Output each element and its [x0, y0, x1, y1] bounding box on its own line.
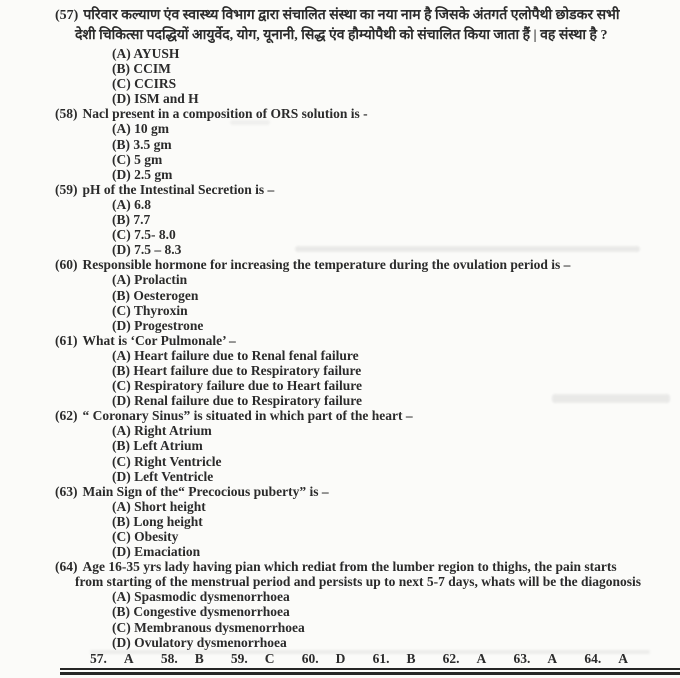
question-line: [55, 6, 680, 26]
answer-letter: A: [618, 650, 628, 666]
answer-letter: C: [264, 650, 275, 666]
question-line: [55, 484, 680, 499]
option-line: (A) Right Atrium: [112, 423, 212, 439]
option-line: (B) Left Atrium: [112, 438, 203, 454]
answer-letter: D: [335, 650, 346, 666]
option-line: (D) 2.5 gm: [112, 166, 173, 182]
question-text: Responsible hormone for increasing the temperature during the ovulation period is –: [82, 257, 571, 273]
option-line: (B) Oesterogen: [112, 287, 199, 303]
answer-letter: A: [547, 650, 558, 666]
question-number: (57): [55, 8, 79, 23]
option-line: (C) CCIRS: [112, 76, 177, 92]
question-number: (63): [55, 483, 78, 499]
option-line: (C) Thyroxin: [112, 302, 188, 318]
question-number: (64): [55, 559, 78, 575]
question-text-continuation: देशी चिकित्सा पदद्धियों आयुर्वेद, योग, यूनानी, सिद्ध एंव हौम्योपैथी को संचालित किया जाता हैं | वह संस्था है ?: [75, 28, 608, 43]
scan-artifact: [90, 650, 650, 654]
option-line: (C) Obesity: [112, 529, 179, 544]
option-line: (D) Left Ventricle: [112, 468, 214, 484]
question-text: “ Coronary Sinus” is situated in which part of the heart –: [82, 408, 413, 424]
scan-artifact: [295, 246, 640, 252]
scan-artifact: [230, 120, 270, 125]
question-block-57: [0, 6, 680, 106]
question-block-62: [0, 408, 680, 483]
question-block-63: [0, 484, 680, 559]
question-text-continuation: from starting of the menstrual period and persists up to next 5-7 days, whats will be the diagonosis: [75, 574, 642, 590]
answer-number: 59.: [230, 650, 248, 666]
question-block-64: [0, 559, 680, 650]
answer-number: 61.: [372, 650, 390, 666]
question-text: Nacl present in a composition of ORS solution is -: [82, 106, 368, 122]
option-line: (B) Heart failure due to Respiratory failure: [112, 362, 362, 378]
option-line: (B) CCIM: [112, 61, 171, 77]
question-number: (59): [55, 181, 78, 197]
answer-letter: B: [406, 650, 416, 666]
option-line: (D) Renal failure due to Respiratory failure: [112, 393, 362, 409]
question-text: Main Sign of the“ Precocious puberty” is –: [82, 483, 329, 499]
option-line: (D) 7.5 – 8.3: [112, 242, 182, 258]
answer-number: 60.: [301, 650, 319, 666]
question-number: (60): [55, 257, 78, 273]
option-line: (C) 7.5- 8.0: [112, 227, 176, 243]
option-line: (B) 7.7: [112, 212, 151, 228]
question-text: pH of the Intestinal Secretion is –: [82, 181, 275, 197]
option-line: (A) AYUSH: [112, 46, 180, 61]
question-text: Age 16-35 yrs lady having pian which rediat from the lumber region to thighs, the pain starts: [82, 559, 617, 575]
answer-number: 62.: [442, 650, 460, 666]
option-line: (C) Membranous dysmenorrhoea: [112, 619, 305, 635]
answer-number: 58.: [160, 650, 178, 666]
option-line: (A) 6.8: [112, 196, 151, 212]
option-line: (D) Emaciation: [112, 544, 201, 560]
option-line: (D) Ovulatory dysmenorrhoea: [112, 634, 287, 650]
option-line: (B) Long height: [112, 513, 203, 529]
question-number: (62): [55, 408, 78, 424]
answer-letter: B: [194, 650, 204, 666]
option-line: (A) Heart failure due to Renal fenal failure: [112, 347, 359, 363]
answer-number: 63.: [513, 650, 531, 666]
question-number: (58): [55, 106, 78, 122]
option-line: (D) ISM and H: [112, 91, 199, 107]
option-line: (C) 5 gm: [112, 151, 163, 167]
question-line: [55, 257, 680, 272]
scan-artifact: [552, 394, 670, 403]
option-line: (A) 10 gm: [112, 121, 169, 137]
option-line: (B) 3.5 gm: [112, 136, 172, 152]
question-text: What is ‘Cor Pulmonale’ –: [82, 332, 236, 348]
question-line: [55, 559, 680, 574]
double-rule: [60, 668, 680, 675]
option-line: (B) Congestive dysmenorrhoea: [112, 604, 290, 620]
question-line: [55, 182, 680, 197]
question-block-60: [0, 257, 680, 332]
answer-number: 64.: [584, 650, 602, 666]
option-line: (A) Short height: [112, 498, 206, 514]
question-line: [55, 106, 680, 121]
option-line: (A) Spasmodic dysmenorrhoea: [112, 589, 290, 605]
answer-letter: A: [476, 650, 487, 666]
option-line: (D) Progestrone: [112, 317, 204, 333]
question-number: (61): [55, 332, 78, 348]
option-line: (A) Prolactin: [112, 272, 188, 288]
answer-number: 57.: [90, 650, 107, 666]
question-line: [55, 333, 680, 348]
option-line: (C) Right Ventricle: [112, 453, 222, 469]
question-line: [55, 408, 680, 423]
answer-letter: A: [123, 650, 134, 666]
question-block-58: [0, 106, 680, 181]
question-text: परिवार कल्याण एंव स्वास्थ्य विभाग द्वारा संचालित संस्था का नया नाम है जिसके अंतगर्त एलोपैथी छोडकर सभी: [83, 8, 620, 23]
option-line: (C) Respiratory failure due to Heart failure: [112, 378, 362, 394]
